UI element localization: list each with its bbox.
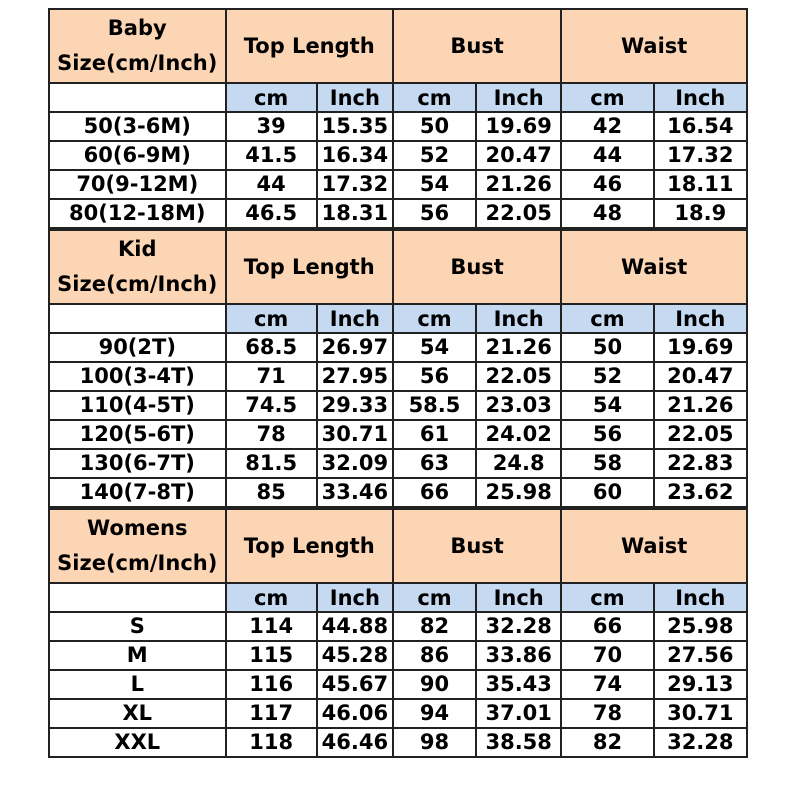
unit-cell: Inch	[317, 583, 393, 612]
value-cell: 45.28	[317, 641, 393, 670]
unit-cell: Inch	[654, 583, 747, 612]
value-cell: 61	[393, 420, 476, 449]
value-cell: 82	[393, 612, 476, 641]
value-cell: 98	[393, 728, 476, 757]
value-cell: 54	[393, 170, 476, 199]
measure-header-bust: Bust	[393, 230, 561, 304]
value-cell: 52	[561, 362, 653, 391]
value-cell: 22.05	[476, 199, 561, 228]
measure-header-waist: Waist	[561, 509, 747, 583]
value-cell: 116	[226, 670, 317, 699]
value-cell: 45.67	[317, 670, 393, 699]
size-header	[49, 509, 226, 583]
value-cell: 27.95	[317, 362, 393, 391]
table-row	[49, 699, 747, 728]
size-cell: 70(9-12M)	[49, 170, 226, 199]
value-cell: 17.32	[654, 141, 747, 170]
value-cell: 74.5	[226, 391, 317, 420]
size-cell: 130(6-7T)	[49, 449, 226, 478]
unit-cell: Inch	[476, 583, 561, 612]
measure-header-top-length: Top Length	[226, 509, 393, 583]
value-cell: 16.34	[317, 141, 393, 170]
value-cell: 18.9	[654, 199, 747, 228]
unit-cell: cm	[226, 583, 317, 612]
value-cell: 46.46	[317, 728, 393, 757]
value-cell: 81.5	[226, 449, 317, 478]
value-cell: 117	[226, 699, 317, 728]
value-cell: 82	[561, 728, 653, 757]
measure-header-bust: Bust	[393, 9, 561, 83]
table-row	[49, 728, 747, 757]
kid-size-table	[48, 229, 748, 508]
size-header-unit: Size(cm/Inch)	[57, 551, 218, 575]
size-header-title: Kid	[118, 237, 157, 261]
value-cell: 21.26	[476, 170, 561, 199]
value-cell: 50	[561, 333, 653, 362]
units-row	[49, 583, 747, 612]
value-cell: 48	[561, 199, 653, 228]
value-cell: 23.62	[654, 478, 747, 507]
size-cell: 110(4-5T)	[49, 391, 226, 420]
units-row	[49, 83, 747, 112]
size-header-title: Womens	[87, 516, 188, 540]
unit-cell: cm	[561, 583, 653, 612]
value-cell: 35.43	[476, 670, 561, 699]
value-cell: 56	[561, 420, 653, 449]
value-cell: 22.05	[476, 362, 561, 391]
value-cell: 29.33	[317, 391, 393, 420]
size-header-unit: Size(cm/Inch)	[57, 51, 218, 75]
value-cell: 86	[393, 641, 476, 670]
value-cell: 74	[561, 670, 653, 699]
value-cell: 78	[561, 699, 653, 728]
units-blank-cell	[49, 304, 226, 333]
size-cell: L	[49, 670, 226, 699]
value-cell: 54	[393, 333, 476, 362]
value-cell: 24.8	[476, 449, 561, 478]
value-cell: 30.71	[317, 420, 393, 449]
value-cell: 18.11	[654, 170, 747, 199]
measure-header-bust: Bust	[393, 509, 561, 583]
value-cell: 33.46	[317, 478, 393, 507]
value-cell: 41.5	[226, 141, 317, 170]
table-row	[49, 362, 747, 391]
value-cell: 30.71	[654, 699, 747, 728]
size-cell: S	[49, 612, 226, 641]
table-row	[49, 670, 747, 699]
size-header-title: Baby	[107, 16, 167, 40]
unit-cell: Inch	[654, 83, 747, 112]
kid-size-block	[48, 229, 750, 508]
size-header	[49, 230, 226, 304]
value-cell: 42	[561, 112, 653, 141]
baby-size-table	[48, 8, 748, 229]
unit-cell: Inch	[654, 304, 747, 333]
unit-cell: Inch	[476, 304, 561, 333]
value-cell: 68.5	[226, 333, 317, 362]
size-cell: M	[49, 641, 226, 670]
unit-cell: Inch	[476, 83, 561, 112]
measure-header-waist: Waist	[561, 230, 747, 304]
value-cell: 66	[393, 478, 476, 507]
value-cell: 90	[393, 670, 476, 699]
size-cell: 100(3-4T)	[49, 362, 226, 391]
units-row	[49, 304, 747, 333]
value-cell: 21.26	[476, 333, 561, 362]
value-cell: 56	[393, 199, 476, 228]
value-cell: 17.32	[317, 170, 393, 199]
value-cell: 44	[226, 170, 317, 199]
value-cell: 18.31	[317, 199, 393, 228]
table-row	[49, 420, 747, 449]
measure-header-top-length: Top Length	[226, 9, 393, 83]
table-row	[49, 112, 747, 141]
value-cell: 44	[561, 141, 653, 170]
value-cell: 70	[561, 641, 653, 670]
table-row	[49, 641, 747, 670]
header-row	[49, 230, 747, 304]
size-header-unit: Size(cm/Inch)	[57, 272, 218, 296]
womens-size-table	[48, 508, 748, 758]
value-cell: 46	[561, 170, 653, 199]
value-cell: 63	[393, 449, 476, 478]
value-cell: 15.35	[317, 112, 393, 141]
value-cell: 22.83	[654, 449, 747, 478]
header-row	[49, 9, 747, 83]
value-cell: 118	[226, 728, 317, 757]
value-cell: 23.03	[476, 391, 561, 420]
size-cell: XL	[49, 699, 226, 728]
value-cell: 44.88	[317, 612, 393, 641]
value-cell: 46.5	[226, 199, 317, 228]
value-cell: 33.86	[476, 641, 561, 670]
baby-size-block	[48, 8, 750, 229]
size-cell: 80(12-18M)	[49, 199, 226, 228]
value-cell: 20.47	[476, 141, 561, 170]
size-cell: XXL	[49, 728, 226, 757]
value-cell: 20.47	[654, 362, 747, 391]
header-row	[49, 509, 747, 583]
value-cell: 37.01	[476, 699, 561, 728]
value-cell: 19.69	[654, 333, 747, 362]
value-cell: 94	[393, 699, 476, 728]
value-cell: 50	[393, 112, 476, 141]
size-chart	[48, 8, 750, 758]
size-cell: 90(2T)	[49, 333, 226, 362]
measure-header-waist: Waist	[561, 9, 747, 83]
value-cell: 66	[561, 612, 653, 641]
size-cell: 60(6-9M)	[49, 141, 226, 170]
value-cell: 24.02	[476, 420, 561, 449]
value-cell: 32.28	[476, 612, 561, 641]
womens-size-block	[48, 508, 750, 758]
units-blank-cell	[49, 83, 226, 112]
value-cell: 38.58	[476, 728, 561, 757]
value-cell: 27.56	[654, 641, 747, 670]
unit-cell: cm	[561, 83, 653, 112]
value-cell: 32.09	[317, 449, 393, 478]
value-cell: 25.98	[476, 478, 561, 507]
value-cell: 46.06	[317, 699, 393, 728]
value-cell: 39	[226, 112, 317, 141]
table-row	[49, 391, 747, 420]
units-blank-cell	[49, 583, 226, 612]
unit-cell: cm	[393, 583, 476, 612]
value-cell: 22.05	[654, 420, 747, 449]
table-row	[49, 478, 747, 507]
value-cell: 19.69	[476, 112, 561, 141]
size-cell: 50(3-6M)	[49, 112, 226, 141]
value-cell: 16.54	[654, 112, 747, 141]
value-cell: 58	[561, 449, 653, 478]
unit-cell: cm	[393, 83, 476, 112]
table-row	[49, 612, 747, 641]
table-row	[49, 170, 747, 199]
value-cell: 60	[561, 478, 653, 507]
table-row	[49, 333, 747, 362]
value-cell: 85	[226, 478, 317, 507]
value-cell: 29.13	[654, 670, 747, 699]
unit-cell: cm	[561, 304, 653, 333]
size-cell: 120(5-6T)	[49, 420, 226, 449]
table-row	[49, 141, 747, 170]
value-cell: 114	[226, 612, 317, 641]
table-row	[49, 449, 747, 478]
value-cell: 26.97	[317, 333, 393, 362]
size-header	[49, 9, 226, 83]
value-cell: 54	[561, 391, 653, 420]
value-cell: 21.26	[654, 391, 747, 420]
unit-cell: cm	[393, 304, 476, 333]
value-cell: 115	[226, 641, 317, 670]
table-row	[49, 199, 747, 228]
value-cell: 58.5	[393, 391, 476, 420]
unit-cell: cm	[226, 83, 317, 112]
measure-header-top-length: Top Length	[226, 230, 393, 304]
unit-cell: cm	[226, 304, 317, 333]
value-cell: 25.98	[654, 612, 747, 641]
value-cell: 78	[226, 420, 317, 449]
size-cell: 140(7-8T)	[49, 478, 226, 507]
unit-cell: Inch	[317, 304, 393, 333]
value-cell: 52	[393, 141, 476, 170]
unit-cell: Inch	[317, 83, 393, 112]
value-cell: 71	[226, 362, 317, 391]
value-cell: 56	[393, 362, 476, 391]
value-cell: 32.28	[654, 728, 747, 757]
